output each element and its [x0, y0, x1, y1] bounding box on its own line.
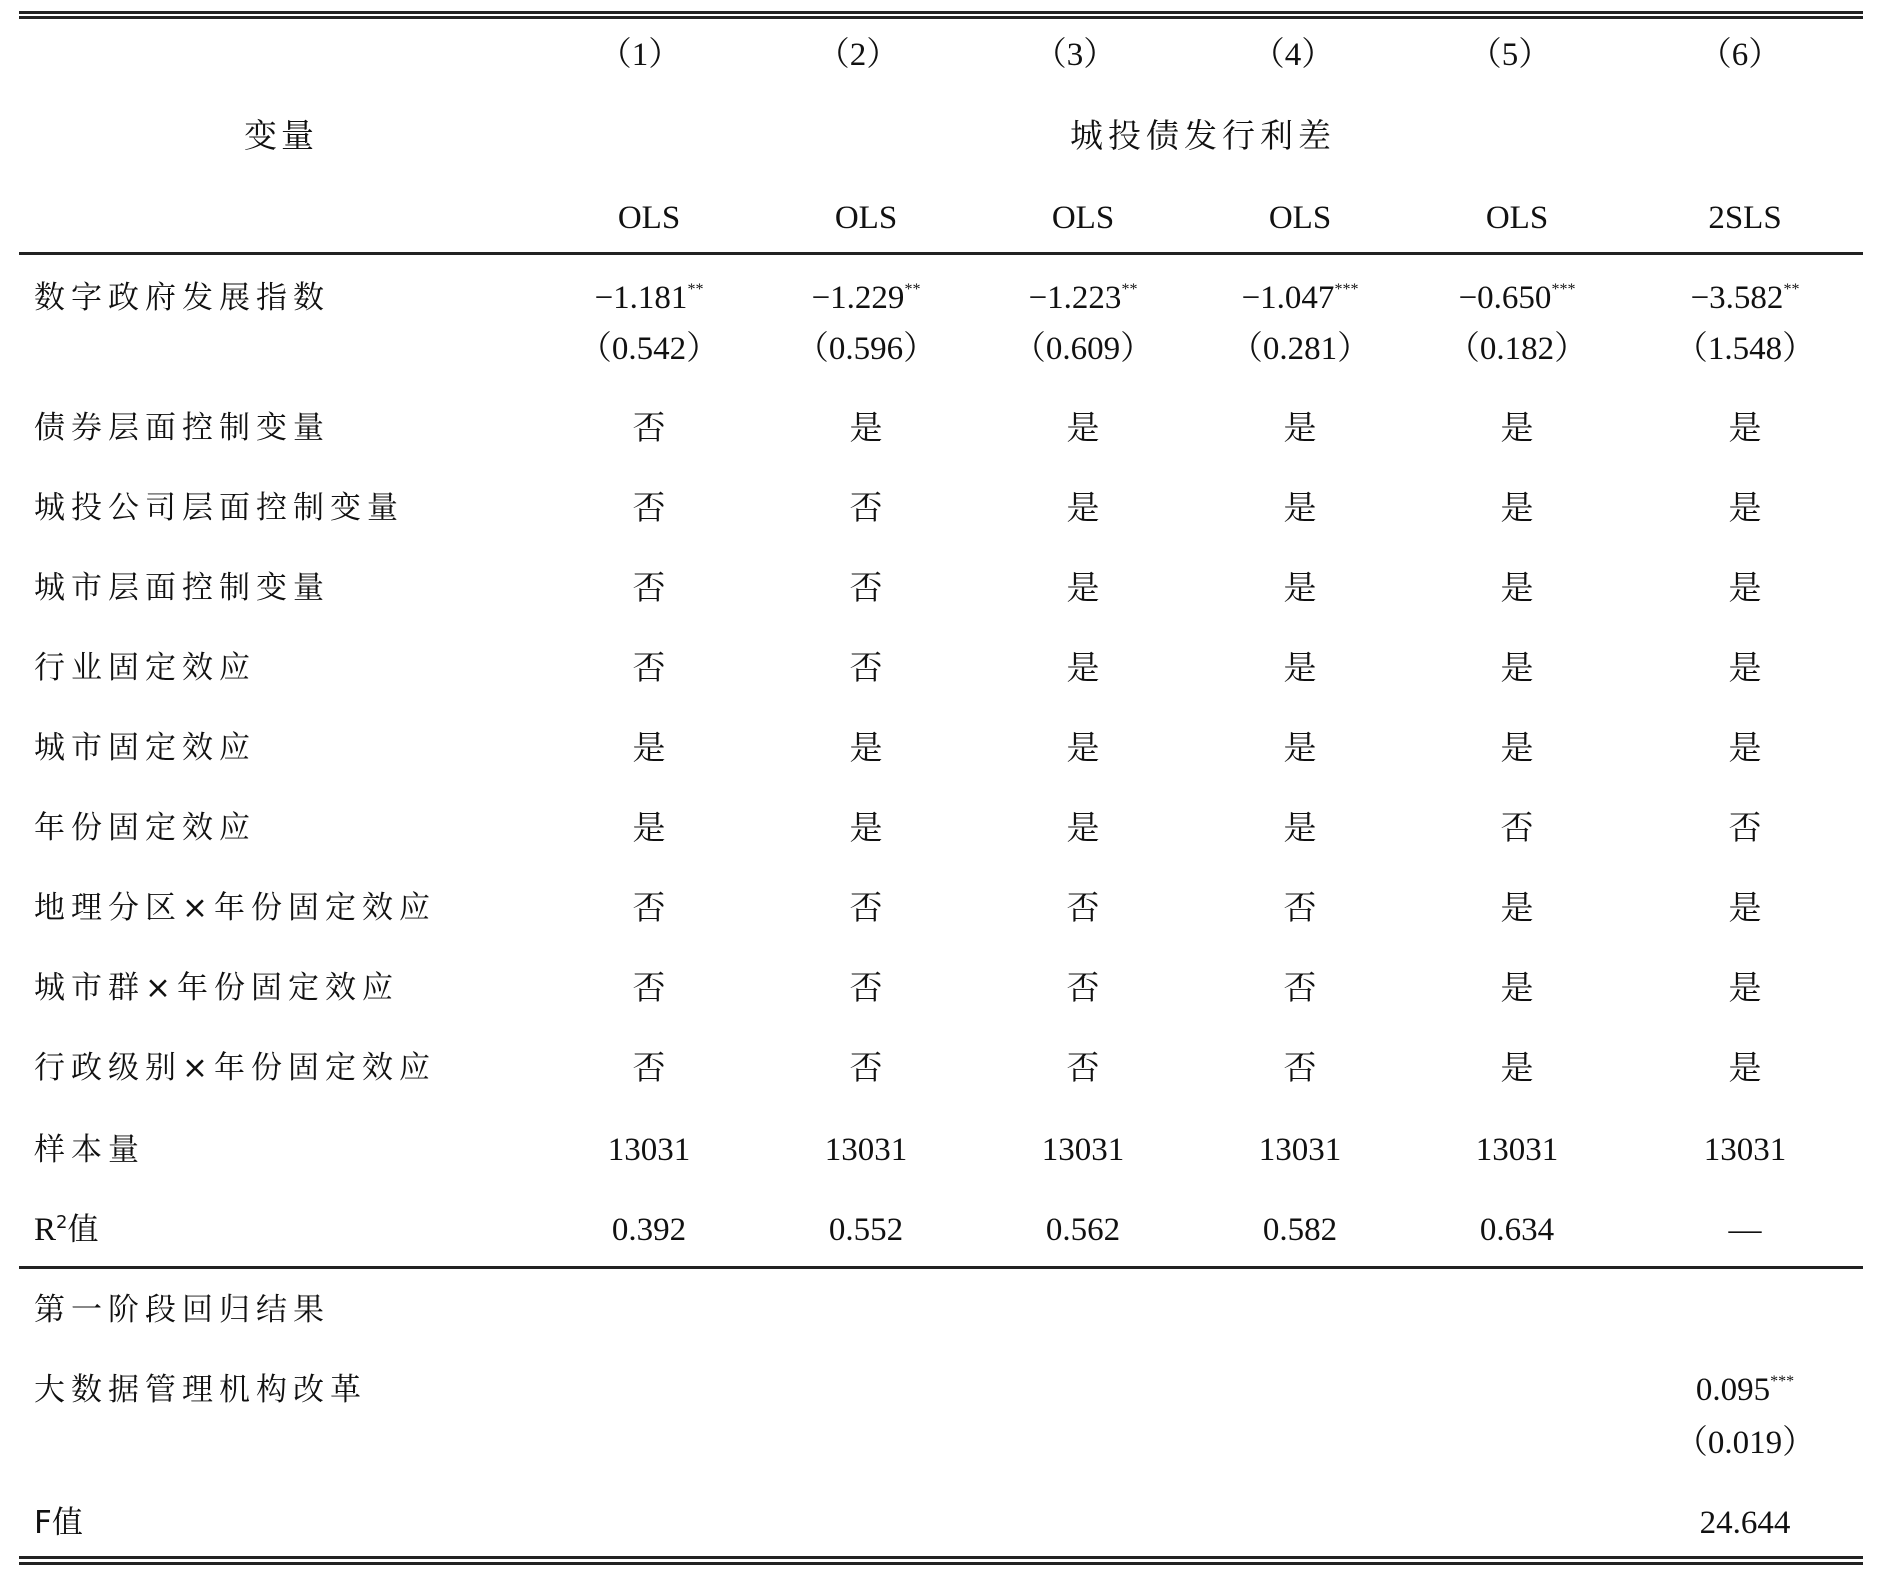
f-value: 24.644 — [1699, 1505, 1791, 1541]
control-row-cell: 是 — [1066, 488, 1100, 527]
r2-4: 0.582 — [1262, 1212, 1338, 1248]
se-3: （0.609） — [1012, 331, 1154, 367]
control-row-cell: 是 — [1500, 968, 1534, 1007]
control-row-cell: 是 — [1066, 808, 1100, 847]
top-rule-inner — [19, 16, 1863, 19]
control-row-cell: 是 — [632, 728, 666, 767]
significance-stars: ** — [904, 281, 921, 298]
control-row-cell: 否 — [632, 648, 666, 687]
control-row-cell: 是 — [1283, 408, 1317, 447]
control-row-cell: 是 — [1500, 728, 1534, 767]
control-row-label: 债券层面控制变量 — [34, 410, 330, 446]
control-row-cell: 是 — [1283, 808, 1317, 847]
control-row-cell: 是 — [1283, 648, 1317, 687]
top-rule-outer — [19, 11, 1863, 14]
row-label-digital-gov-index: 数字政府发展指数 — [34, 280, 330, 316]
column-number-6: （6） — [1698, 37, 1782, 73]
r2-superscript: 2 — [56, 1212, 68, 1233]
column-number-5: （5） — [1468, 37, 1552, 73]
control-row-cell: 否 — [849, 1048, 883, 1087]
coef-value: −0.650 — [1458, 280, 1552, 316]
control-row-cell: 否 — [632, 968, 666, 1007]
se-6: （1.548） — [1674, 331, 1816, 367]
r2-6: — — [1728, 1212, 1762, 1248]
control-row-cell: 是 — [1728, 408, 1762, 447]
first-stage-rule — [19, 1266, 1863, 1269]
f-label: F值 — [34, 1505, 83, 1541]
control-row-cell: 否 — [1283, 968, 1317, 1007]
row-label-big-data-reform: 大数据管理机构改革 — [34, 1372, 367, 1408]
significance-stars: *** — [1551, 281, 1576, 298]
instrument-se: （0.019） — [1674, 1425, 1816, 1461]
significance-stars: ** — [1783, 281, 1800, 298]
control-row-label: 城投公司层面控制变量 — [34, 490, 404, 526]
bottom-rule-inner — [19, 1562, 1863, 1565]
control-row-label: 城市固定效应 — [34, 730, 256, 766]
coef-5 — [1459, 278, 1576, 318]
control-row-cell: 是 — [1066, 648, 1100, 687]
coef-3 — [1029, 278, 1138, 318]
control-row-label: 行业固定效应 — [34, 650, 256, 686]
significance-stars: *** — [1334, 281, 1359, 298]
control-row-cell: 是 — [1500, 568, 1534, 607]
se-5: （0.182） — [1446, 331, 1588, 367]
coef-value: −3.582 — [1690, 280, 1784, 316]
first-stage-section-label: 第一阶段回归结果 — [34, 1292, 330, 1328]
control-row-cell: 否 — [1728, 808, 1762, 847]
sample-size-4: 13031 — [1258, 1132, 1342, 1168]
sample-size-1: 13031 — [607, 1132, 691, 1168]
control-row-cell: 是 — [1728, 888, 1762, 927]
sample-size-3: 13031 — [1041, 1132, 1125, 1168]
dependent-variable-header: 城投债发行利差 — [1070, 116, 1336, 155]
control-row-cell: 否 — [1066, 968, 1100, 1007]
coef-value: −1.229 — [811, 280, 905, 316]
method-4: OLS — [1268, 200, 1332, 236]
r2-2: 0.552 — [828, 1212, 904, 1248]
control-row-cell: 否 — [849, 488, 883, 527]
control-row-cell: 否 — [632, 1048, 666, 1087]
control-row-label: 年份固定效应 — [34, 810, 256, 846]
control-row-cell: 否 — [632, 888, 666, 927]
control-row-cell: 否 — [632, 568, 666, 607]
control-row-cell: 是 — [1500, 1048, 1534, 1087]
row-label-f-value — [34, 1503, 83, 1543]
r2-1: 0.392 — [611, 1212, 687, 1248]
control-row-cell: 是 — [1728, 1048, 1762, 1087]
control-row-cell: 是 — [1066, 568, 1100, 607]
instrument-coef — [1696, 1370, 1794, 1410]
control-row-label: 行政级别×年份固定效应 — [34, 1050, 436, 1086]
control-row-cell: 是 — [1728, 728, 1762, 767]
column-number-3: （3） — [1033, 37, 1117, 73]
control-row-cell: 是 — [1066, 728, 1100, 767]
coef-1 — [595, 278, 704, 318]
control-row-cell: 否 — [1500, 808, 1534, 847]
control-row-label: 地理分区×年份固定效应 — [34, 890, 436, 926]
control-row-cell: 是 — [849, 408, 883, 447]
control-row-label: 城市层面控制变量 — [34, 570, 330, 606]
sample-size-2: 13031 — [824, 1132, 908, 1168]
r2-3: 0.562 — [1045, 1212, 1121, 1248]
control-row-cell: 是 — [1728, 568, 1762, 607]
method-1: OLS — [617, 200, 681, 236]
control-row-cell: 否 — [849, 568, 883, 607]
coef-value: −1.181 — [594, 280, 688, 316]
header-bottom-rule — [19, 252, 1863, 255]
control-row-cell: 否 — [849, 888, 883, 927]
coef-value: −1.223 — [1028, 280, 1122, 316]
method-3: OLS — [1051, 200, 1115, 236]
control-row-cell: 否 — [1283, 888, 1317, 927]
control-row-cell: 是 — [1500, 488, 1534, 527]
coef-6 — [1691, 278, 1800, 318]
control-row-cell: 是 — [1283, 488, 1317, 527]
control-row-cell: 是 — [1500, 408, 1534, 447]
control-row-cell: 是 — [1500, 888, 1534, 927]
sample-size-6: 13031 — [1703, 1132, 1787, 1168]
control-row-cell: 是 — [849, 808, 883, 847]
significance-stars: ** — [1121, 281, 1138, 298]
bottom-rule-outer — [19, 1556, 1863, 1559]
control-row-cell: 否 — [849, 648, 883, 687]
se-4: （0.281） — [1229, 331, 1371, 367]
control-row-cell: 否 — [1283, 1048, 1317, 1087]
method-6: 2SLS — [1708, 200, 1782, 236]
method-5: OLS — [1485, 200, 1549, 236]
se-1: （0.542） — [578, 331, 720, 367]
variable-header: 变量 — [244, 116, 318, 155]
significance-stars: ** — [687, 281, 704, 298]
control-row-cell: 是 — [1728, 648, 1762, 687]
coef-value: 0.095 — [1695, 1372, 1771, 1408]
control-row-cell: 否 — [1066, 1048, 1100, 1087]
r2-base: R — [34, 1212, 57, 1248]
control-row-cell: 否 — [632, 488, 666, 527]
control-row-cell: 是 — [1728, 488, 1762, 527]
control-row-cell: 是 — [1500, 648, 1534, 687]
column-number-1: （1） — [598, 37, 682, 73]
control-row-cell: 否 — [1066, 888, 1100, 927]
control-row-cell: 是 — [849, 728, 883, 767]
control-row-cell: 是 — [1283, 728, 1317, 767]
control-row-cell: 否 — [632, 408, 666, 447]
column-number-4: （4） — [1251, 37, 1335, 73]
method-2: OLS — [834, 200, 898, 236]
coef-value: −1.047 — [1241, 280, 1335, 316]
coef-2 — [812, 278, 921, 318]
control-row-label: 城市群×年份固定效应 — [34, 970, 399, 1006]
control-row-cell: 是 — [1283, 568, 1317, 607]
control-row-cell: 是 — [1728, 968, 1762, 1007]
coef-4 — [1242, 278, 1359, 318]
se-2: （0.596） — [795, 331, 937, 367]
row-label-r-squared — [34, 1210, 98, 1250]
control-row-cell: 是 — [1066, 408, 1100, 447]
r2-suffix: 值 — [67, 1212, 99, 1248]
control-row-cell: 是 — [632, 808, 666, 847]
control-row-cell: 否 — [849, 968, 883, 1007]
column-number-2: （2） — [816, 37, 900, 73]
r2-5: 0.634 — [1479, 1212, 1555, 1248]
sample-size-5: 13031 — [1475, 1132, 1559, 1168]
significance-stars: *** — [1770, 1373, 1795, 1390]
row-label-sample-size: 样本量 — [34, 1132, 145, 1168]
